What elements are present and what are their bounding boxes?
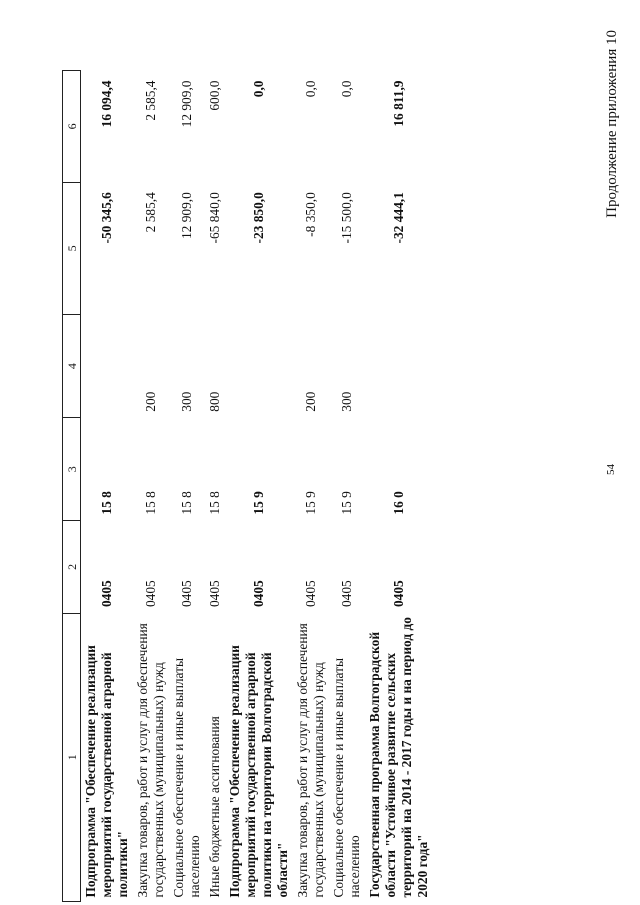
amount-change-cell: -50 345,6 xyxy=(99,192,114,244)
expense-type-cell: 200 xyxy=(303,391,318,412)
table-row xyxy=(205,71,225,902)
row-name-cell: Подпрограмма "Обеспечение реализации мероприятий государственной аграрной политики на территории Волгоградской области" xyxy=(227,645,290,898)
column-number-row xyxy=(63,71,81,902)
section-code-cell: 0405 xyxy=(303,580,318,608)
column-header-4: 4 xyxy=(63,314,81,417)
amount-change-cell: -8 350,0 xyxy=(303,192,318,237)
row-name-cell: Государственная программа Волгоградской области "Устойчивое развитие сельских территорий на 2014 - 2017 годы и на период до 2020 года" xyxy=(367,617,430,898)
program-code-cell: 15 8 xyxy=(99,491,114,515)
section-code-cell: 0405 xyxy=(179,580,194,608)
section-code-cell: 0405 xyxy=(339,580,354,608)
budget-table xyxy=(63,70,433,902)
program-code-cell: 15 9 xyxy=(251,491,266,515)
amount-change-cell: 2 585,4 xyxy=(143,192,158,233)
row-name-cell: Закупка товаров, работ и услуг для обеспечения государственных (муниципальных) нужд xyxy=(135,623,166,898)
program-code-cell: 15 8 xyxy=(143,491,158,515)
amount-total-cell: 12 909,0 xyxy=(179,80,194,128)
table-row xyxy=(329,71,365,902)
row-name-cell: Социальное обеспечение и иные выплаты населению xyxy=(331,657,362,898)
expense-type-cell xyxy=(81,314,134,417)
section-code-cell: 0405 xyxy=(143,580,158,608)
expense-type-cell xyxy=(365,314,433,417)
page-number: 54 xyxy=(605,464,617,475)
section-code-cell: 0405 xyxy=(99,580,114,608)
expense-type-cell: 800 xyxy=(207,391,222,412)
column-header-6: 6 xyxy=(63,71,81,183)
row-name-cell: Социальное обеспечение и иные выплаты населению xyxy=(171,657,202,898)
amount-total-cell: 600,0 xyxy=(207,80,222,111)
section-code-cell: 0405 xyxy=(251,580,266,608)
expense-type-cell xyxy=(225,314,293,417)
table-row xyxy=(81,71,134,902)
amount-total-cell: 2 585,4 xyxy=(143,80,158,121)
expense-type-cell: 200 xyxy=(143,391,158,412)
table-row xyxy=(293,71,329,902)
row-name-cell: Иные бюджетные ассигнования xyxy=(207,716,222,898)
table-row xyxy=(133,71,169,902)
section-code-cell: 0405 xyxy=(391,580,406,608)
expense-type-cell: 300 xyxy=(179,391,194,412)
column-header-1: 1 xyxy=(63,613,81,901)
continuation-heading: Продолжение приложения 10 xyxy=(604,30,620,218)
program-code-cell: 16 0 xyxy=(391,491,406,515)
table-row xyxy=(225,71,293,902)
program-code-cell: 15 8 xyxy=(207,491,222,515)
section-code-cell: 0405 xyxy=(207,580,222,608)
amount-total-cell: 0,0 xyxy=(303,80,318,98)
program-code-cell: 15 9 xyxy=(339,491,354,515)
table-row xyxy=(169,71,205,902)
row-name-cell: Подпрограмма "Обеспечение реализации мероприятий государственной аграрной политики" xyxy=(83,645,130,898)
amount-total-cell: 0,0 xyxy=(251,80,266,98)
program-code-cell: 15 8 xyxy=(179,491,194,515)
amount-change-cell: -15 500,0 xyxy=(339,192,354,244)
amount-total-cell: 16 094,4 xyxy=(99,80,114,128)
column-header-2: 2 xyxy=(63,521,81,613)
expense-type-cell: 300 xyxy=(339,391,354,412)
amount-change-cell: -32 444,1 xyxy=(391,192,406,244)
table-row xyxy=(365,71,433,902)
column-header-3: 3 xyxy=(63,418,81,521)
program-code-cell: 15 9 xyxy=(303,491,318,515)
column-header-5: 5 xyxy=(63,182,81,314)
row-name-cell: Закупка товаров, работ и услуг для обеспечения государственных (муниципальных) нужд xyxy=(295,623,326,898)
amount-change-cell: -23 850,0 xyxy=(251,192,266,244)
amount-change-cell: -65 840,0 xyxy=(207,192,222,244)
amount-total-cell: 16 811,9 xyxy=(391,80,406,127)
amount-total-cell: 0,0 xyxy=(339,80,354,98)
amount-change-cell: 12 909,0 xyxy=(179,192,194,240)
